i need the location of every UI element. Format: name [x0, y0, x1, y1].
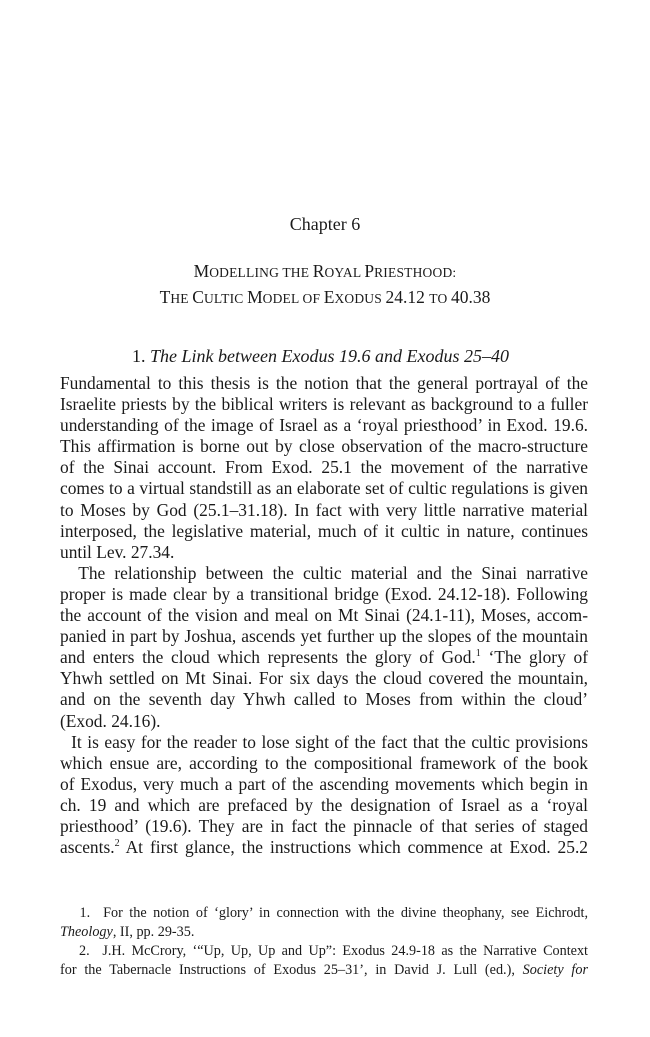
section-heading — [132, 345, 509, 367]
title-initial: M — [247, 287, 263, 307]
footnote-2-line-1: 2. J.H. McCrory, ‘“Up, Up, Up and Up”: Exodus 24.9-18 as the Narrative Context — [60, 943, 588, 959]
text-line: (Exod. 24.16). — [60, 710, 161, 731]
text-line: Yhwh settled on Mt Sinai. For six days the cloud covered the mountain, — [60, 668, 588, 689]
text-line: The relationship between the cultic material and the Sinai narrative — [60, 562, 588, 583]
section-title: The Link between Exodus 19.6 and Exodus 25–40 — [150, 346, 509, 366]
title-smallcaps: XODUS — [334, 291, 386, 306]
footnote-text: for the Tabernacle Instructions of Exodus 25–31’, in David J. Lull (ed.), — [60, 962, 523, 978]
text-line: It is easy for the reader to lose sight of the fact that the cultic provisions — [60, 731, 588, 752]
text-line: of the Sinai account. From Exod. 25.1 the movement of the narrative — [60, 457, 588, 478]
footnotes — [60, 904, 588, 980]
text-segment: and enters the cloud which represents the glory of God. — [60, 647, 476, 668]
paragraph-2 — [60, 563, 588, 732]
text-line: This affirmation is borne out by close observation of the macro-structure — [60, 436, 588, 457]
footnote-marker-2[interactable]: 2 — [114, 838, 120, 850]
text-line: Israelite priests by the biblical writers is relevant as background to a fuller — [60, 394, 588, 415]
chapter-label: Chapter 6 — [289, 214, 361, 234]
text-line-with-footnote — [60, 837, 588, 858]
title-smallcaps: RIESTHOOD: — [374, 265, 457, 280]
chapter-title-line-2 — [0, 285, 650, 311]
title-smallcaps: ODELLING THE — [209, 265, 313, 280]
paragraph-3 — [60, 732, 588, 859]
text-segment: ascents. — [60, 837, 115, 858]
title-initial: T — [159, 287, 171, 307]
text-line: priesthood’ (19.6). They are in fact the pinnacle of that series of staged — [60, 815, 588, 836]
title-smallcaps: ODEL OF — [262, 291, 324, 306]
text-line: ch. 19 and which are prefaced by the designation of Israel as a ‘royal — [60, 794, 588, 815]
title-smallcaps: HE — [170, 291, 193, 306]
title-initial: M — [193, 261, 210, 281]
title-smallcaps: TO — [429, 291, 452, 306]
title-number: 40.38 — [451, 287, 491, 307]
text-line: which ensue are, according to the compositional framework of the book — [60, 752, 588, 773]
text-line: interposed, the legislative material, much of it cultic in nature, continues — [60, 520, 588, 541]
footnote-1-line-2 — [60, 923, 588, 942]
footnote-text: , II, pp. 29-35. — [112, 924, 195, 940]
title-smallcaps: OYAL — [324, 265, 365, 280]
chapter-title-line-1 — [0, 259, 650, 285]
text-line: Fundamental to this thesis is the notion that the general portrayal of the — [60, 373, 588, 393]
text-segment: ‘The glory of — [480, 647, 588, 668]
paragraph-1 — [60, 373, 588, 563]
footnote-2-line-2 — [60, 961, 588, 980]
chapter-title — [0, 259, 650, 311]
body-text — [60, 373, 588, 858]
text-line: of Exodus, very much a part of the ascending movements which begin in — [60, 773, 588, 794]
text-line: comes to a virtual standstill as an elaborate set of cultic regulations is given — [60, 478, 588, 499]
title-initial: P — [364, 261, 375, 281]
footnote-italic: Theology — [60, 924, 113, 940]
title-smallcaps: ULTIC — [203, 291, 248, 306]
footnote-italic: Society for — [522, 962, 588, 978]
text-line: until Lev. 27.34. — [60, 541, 175, 562]
text-line-with-footnote — [60, 647, 588, 668]
text-line: proper is made clear by a transitional bridge (Exod. 24.12-18). Following — [60, 583, 588, 604]
footnote-marker-1[interactable]: 1 — [475, 648, 481, 660]
footnote-1-line-1: 1. For the notion of ‘glory’ in connection with the divine theophany, see Eichrodt, — [60, 905, 588, 921]
title-initial: E — [323, 287, 335, 307]
section-number: 1. — [132, 346, 146, 366]
text-line: panied in part by Joshua, ascends yet further up the slopes of the mountain — [60, 626, 588, 647]
text-line: the account of the vision and meal on Mt Sinai (24.1-11), Moses, accom- — [60, 605, 588, 626]
text-line: understanding of the image of Israel as a ‘royal priesthood’ in Exod. 19.6. — [60, 415, 588, 436]
title-initial: R — [312, 261, 325, 281]
text-segment: At first glance, the instructions which commence at Exod. 25.2 — [119, 837, 588, 858]
title-number: 24.12 — [385, 287, 430, 307]
text-line: to Moses by God (25.1–31.18). In fact with very little narrative material — [60, 499, 588, 520]
title-initial: C — [192, 287, 204, 307]
text-line: and on the seventh day Yhwh called to Moses from within the cloud’ — [60, 689, 588, 710]
